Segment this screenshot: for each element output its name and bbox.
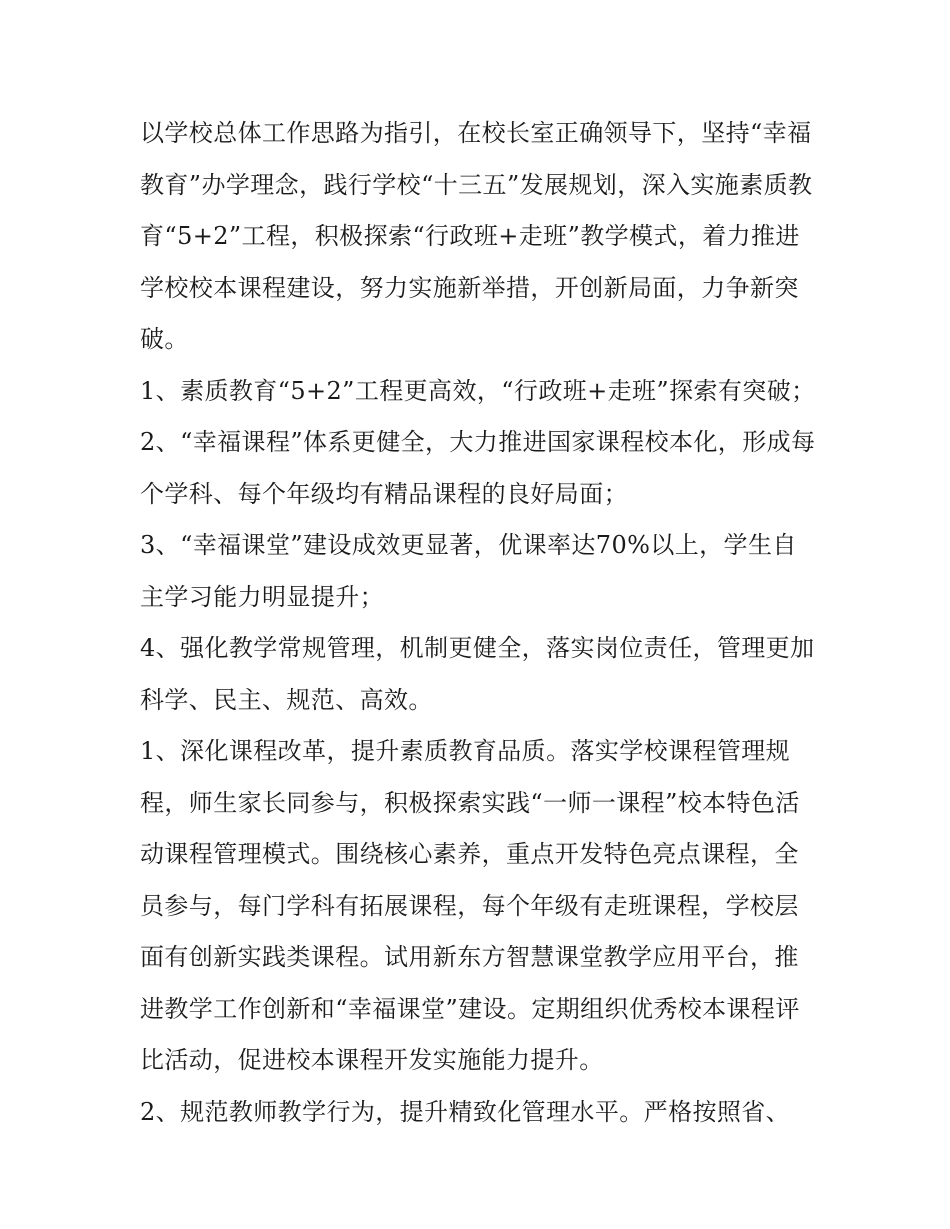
measure-item-1: 1、深化课程改革，提升素质教育品质。落实学校课程管理规程，师生家长同参与，积极探索实践“一师一课程”校本特色活动课程管理模式。围绕核心素养，重点开发特色亮点课程，全员参与，每门学科有拓展课程，每个年级有走班课程，学校层面有创新实践类课程。试用新东方智慧课堂教学应用平台，推进教学工作创新和“幸福课堂”建设。定期组织优秀校本课程评比活动，促进校本课程开发实施能力提升。: [140, 737, 800, 1074]
measure-item-2: 2、规范教师教学行为，提升精致化管理水平。严格按照省、: [140, 1097, 791, 1126]
measures-list: [140, 726, 820, 1138]
goal-item-2: 2、“幸福课程”体系更健全，大力推进国家课程校本化，形成每个学科、每个年级均有精品课程的良好局面；: [140, 428, 816, 508]
goal-item-1: 1、素质教育“5+2”工程更高效，“行政班+走班”探索有突破；: [140, 376, 816, 405]
document-body: [140, 108, 820, 1138]
intro-paragraph: 以学校总体工作思路为指引，在校长室正确领导下，坚持“幸福教育”办学理念，践行学校“十三五”发展规划，深入实施素质教育“5+2”工程，积极探索“行政班+走班”教学模式，着力推进学校校本课程建设，努力实施新举措，开创新局面，力争新突破。: [140, 119, 813, 353]
goals-list: [140, 366, 820, 727]
goal-item-4: 4、强化教学常规管理，机制更健全，落实岗位责任，管理更加科学、民主、规范、高效。: [140, 634, 815, 714]
goal-item-3: 3、“幸福课堂”建设成效更显著，优课率达70%以上，学生自主学习能力明显提升；: [140, 531, 797, 611]
